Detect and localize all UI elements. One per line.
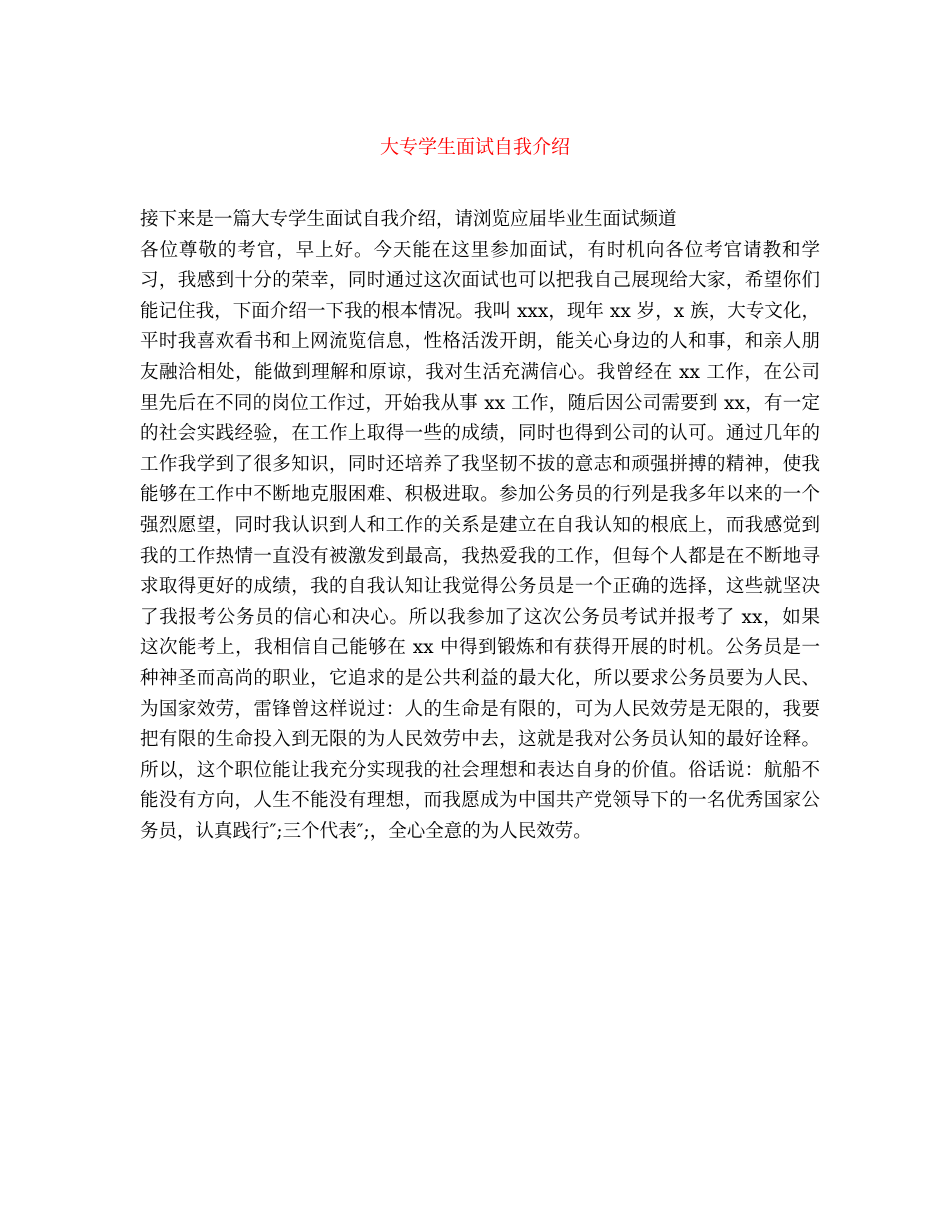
body-line: 能够在工作中不断地克服困难、积极进取。参加公务员的行列是我多年以来的一个	[140, 484, 820, 506]
body-line: 的社会实践经验，在工作上取得一些的成绩，同时也得到公司的认可。通过几年的	[140, 423, 820, 445]
body-line: 习，我感到十分的荣幸，同时通过这次面试也可以把我自己展现给大家，希望你们	[140, 270, 820, 292]
body-line: 务员，认真践行″;三个代表″;，全心全意的为人民效劳。	[140, 820, 592, 842]
body-line: 各位尊敬的考官，早上好。今天能在这里参加面试，有时机向各位考官请教和学	[140, 239, 820, 261]
body-line: 能记住我，下面介绍一下我的根本情况。我叫 xxx，现年 xx 岁，x 族，大专文化，	[140, 300, 820, 322]
document-title: 大专学生面试自我介绍	[379, 136, 570, 158]
body-line: 种神圣而高尚的职业，它追求的是公共利益的最大化，所以要求公务员要为人民、	[140, 667, 820, 689]
body-line: 里先后在不同的岗位工作过，开始我从事 xx 工作，随后因公司需要到 xx，有一定	[140, 392, 820, 414]
body-line: 求取得更好的成绩，我的自我认知让我觉得公务员是一个正确的选择，这些就坚决	[140, 576, 820, 598]
body-line: 我的工作热情一直没有被激发到最高，我热爱我的工作，但每个人都是在不断地寻	[140, 545, 820, 567]
body-line: 把有限的生命投入到无限的为人民效劳中去，这就是我对公务员认知的最好诠释。	[140, 729, 820, 751]
body-line: 这次能考上，我相信自己能够在 xx 中得到锻炼和有获得开展的时机。公务员是一	[140, 637, 820, 659]
body-line: 工作我学到了很多知识，同时还培养了我坚韧不拔的意志和顽强拼搏的精神，使我	[140, 453, 820, 475]
body-line: 为国家效劳，雷锋曾这样说过：人的生命是有限的，可为人民效劳是无限的，我要	[140, 698, 820, 720]
body-line: 所以，这个职位能让我充分实现我的社会理想和表达自身的价值。俗话说：航船不	[140, 759, 820, 781]
document-body	[140, 205, 820, 847]
body-line: 能没有方向，人生不能没有理想，而我愿成为中国共产党领导下的一名优秀国家公	[140, 790, 820, 812]
body-line: 接下来是一篇大专学生面试自我介绍，请浏览应届毕业生面试频道	[140, 209, 677, 230]
body-line: 强烈愿望，同时我认识到人和工作的关系是建立在自我认知的根底上，而我感觉到	[140, 514, 820, 536]
body-line: 友融洽相处，能做到理解和原谅，我对生活充满信心。我曾经在 xx 工作，在公司	[140, 361, 820, 383]
body-line: 平时我喜欢看书和上网流览信息，性格活泼开朗，能关心身边的人和事，和亲人朋	[140, 331, 820, 353]
body-line: 了我报考公务员的信心和决心。所以我参加了这次公务员考试并报考了 xx，如果	[140, 606, 820, 628]
